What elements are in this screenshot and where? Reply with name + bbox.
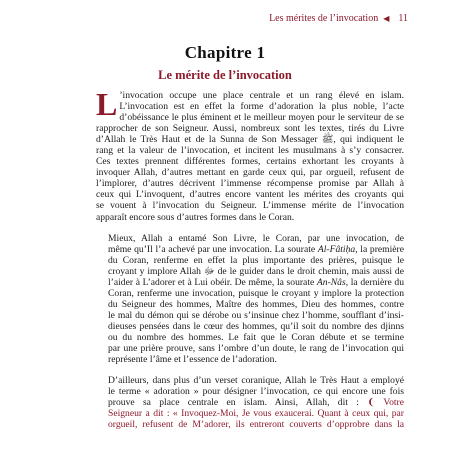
- text-line: Mieux, Allah a entamé Son Livre, le Coran, par une invocation, de: [108, 232, 404, 244]
- section-title: Le mérite de l’invocation: [158, 68, 292, 82]
- text-line: ’invocation occupe une place centrale et un rang élevé en islam.: [119, 90, 404, 101]
- text-line: l’implorer, d’autres décrivent l’immense récompense promise par Allah à: [96, 178, 404, 190]
- running-title: Les mérites de l’invocation: [269, 13, 379, 24]
- text-run: , la première: [355, 243, 404, 255]
- paragraph-2: [96, 233, 404, 366]
- text-run: prouve sa place centrale en islam. Ainsi, Allah, dit :: [108, 397, 368, 409]
- text-line: [96, 408, 404, 419]
- page-number: 11: [398, 13, 408, 24]
- text-line: d’Allah le Très Haut et de la Sunna de Son Messager ﷺ, qui indiquent le: [96, 134, 404, 146]
- quran-quote-line: orgueil, refusent de M’adorer, ils entreront couverts d’opprobre dans la: [108, 419, 404, 431]
- text-line: du Coran, renferme en effet la plus importante des prières, puisque le: [108, 254, 404, 266]
- text-line: D’ailleurs, dans plus d’un verset coranique, Allah le Très Haut a employé: [108, 375, 404, 387]
- text-line: ceux qui L’invoquent, d’autres encore vantent les mérites des croyants qui: [96, 189, 404, 201]
- body-text: [96, 86, 404, 431]
- text-line: L’invocation est en effet la forme d’adoration la plus noble, l’acte: [119, 101, 404, 113]
- text-line: [96, 397, 404, 408]
- text-line: d’obéissance le plus éminent et le meilleur moyen pour le serviteur de se: [119, 112, 404, 124]
- drop-cap: L: [96, 86, 118, 122]
- text-line: représente l’âme et l’essence de l’adoration.: [108, 354, 277, 366]
- text-line: par une prière prouve, sans l’ombre d’un doute, le rang de l’invocation qui: [108, 343, 404, 355]
- text-line: ou du nombre des hommes. Le fait que le Coran débute et se termine: [108, 331, 404, 343]
- paragraph-1: [96, 86, 404, 223]
- text-line: le terme « adoration » pour désigner l’invocation, ce qui encore une fois: [108, 386, 404, 398]
- text-line: croyant y implore Allah ﷻ de le guider dans le droit chemin, mais aussi de: [108, 265, 404, 277]
- text-line: du Seigneur des hommes, Maître des hommes, Dieu des hommes, contre: [108, 298, 404, 310]
- text-line: Ces textes prennent différentes formes, certains exhortant les croyants à: [96, 156, 404, 168]
- text-line: rang et la valeur de l’invocation, et incitent les musulmans à s’y consacrer.: [96, 145, 404, 157]
- text-run: , la dernière du: [345, 276, 404, 288]
- text-line: [96, 244, 404, 255]
- text-line: le mal du démon qui se dérobe ou s’insinue chez l’homme, soufflant d’insi-: [108, 309, 404, 321]
- text-run: l’aider à L’adorer et à Lui obéir. De même, la sourate: [108, 276, 317, 288]
- text-line: invoquer Allah, d’autres mettant en garde ceux qui, par orgueil, refusent de: [96, 167, 404, 179]
- text-line: [96, 277, 404, 288]
- quran-quote: Seigneur a dit : « Invoquez-Moi, Je vous exaucerai.: [108, 408, 315, 420]
- surah-name: An-Nâs: [316, 276, 346, 288]
- text-line: Coran, renferme une invocation, puisque le croyant y implore la protection: [108, 287, 404, 299]
- text-line: dieuses pensées dans le cœur des hommes, qu’il soit du nombre des djinns: [108, 320, 404, 332]
- chapter-title: Chapitre 1: [184, 43, 266, 62]
- quran-quote: Quant à ceux qui, par: [314, 408, 404, 420]
- surah-name: Al-Fâtiḥa: [317, 243, 356, 255]
- text-line: apparaît encore sous d’autres formes dans le Coran.: [96, 211, 295, 223]
- running-header: [269, 13, 408, 24]
- text-run: même qu’Il l’a achevé par une invocation. La sourate: [108, 243, 318, 255]
- quran-quote: ❨ Votre: [367, 397, 404, 409]
- ornament-arrow-icon: ◀: [383, 14, 390, 23]
- text-line: rapprocher de son Seigneur. Aussi, nombreux sont les textes, tirés du Livre: [96, 123, 404, 135]
- text-line: se vouent à l’invocation du Seigneur. L’immense mérite de l’invocation: [96, 200, 404, 212]
- paragraph-3: [96, 375, 404, 430]
